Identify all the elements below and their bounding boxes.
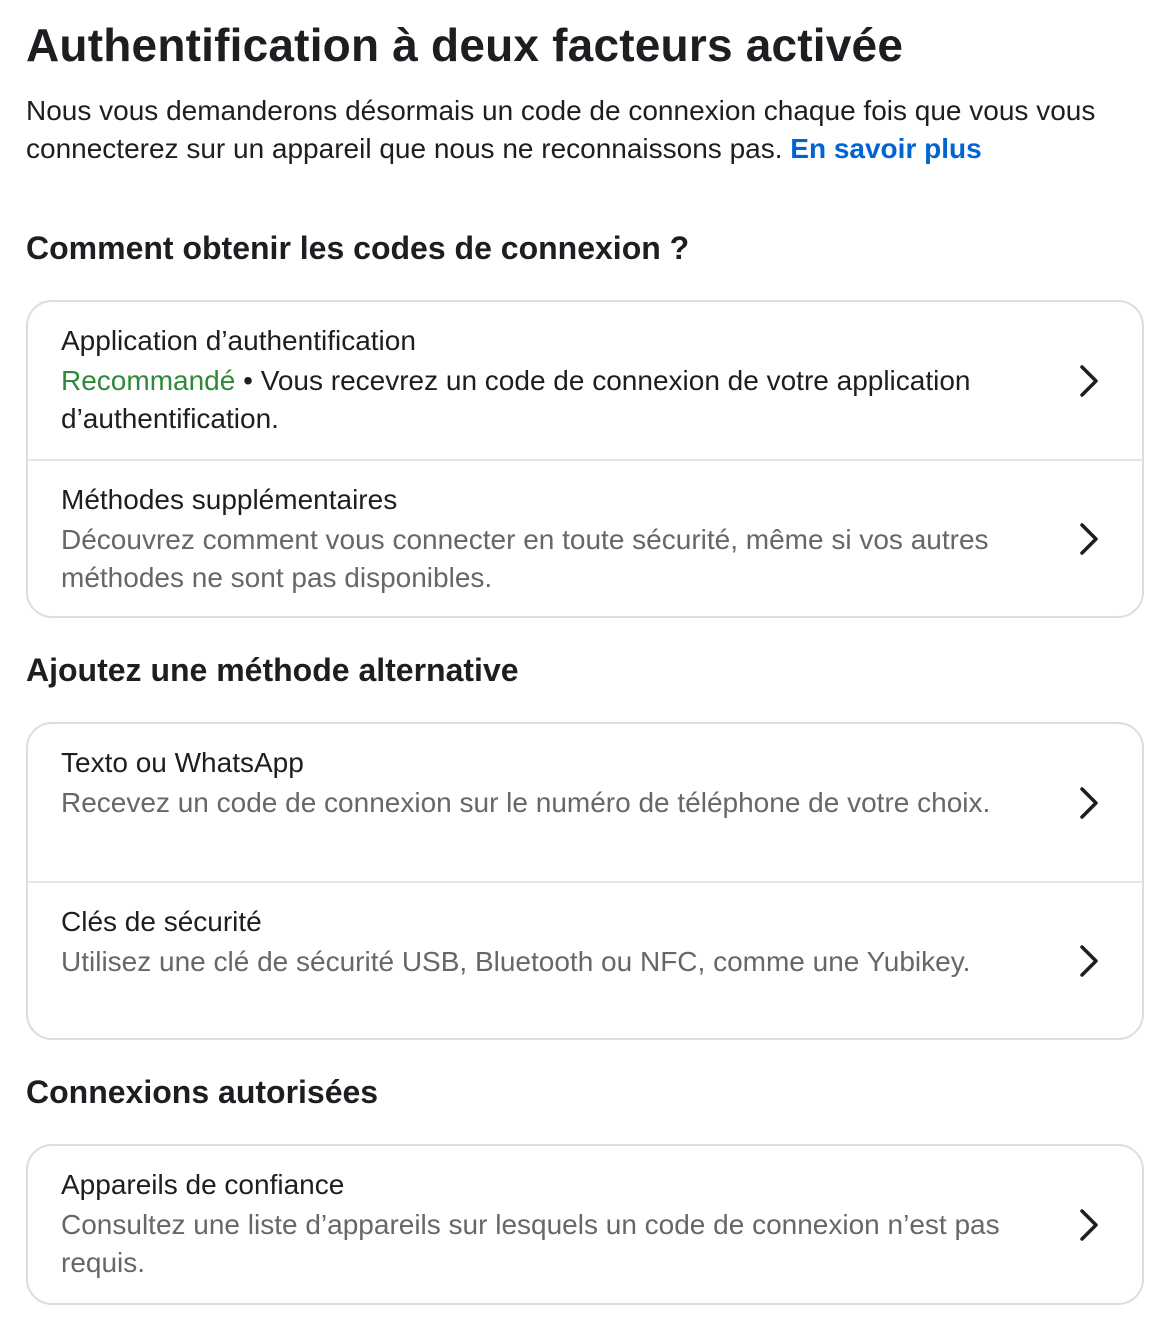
option-description: Utilisez une clé de sécurité USB, Bluetooth ou NFC, comme une Yubikey. xyxy=(61,946,971,977)
option-title: Texto ou WhatsApp xyxy=(61,747,304,778)
chevron-right-icon xyxy=(1072,519,1104,559)
option-authenticator-app[interactable] xyxy=(28,302,1142,459)
learn-more-link[interactable]: En savoir plus xyxy=(790,133,982,164)
recommended-badge: Recommandé xyxy=(61,365,236,396)
option-description xyxy=(61,362,1032,438)
chevron-right-icon xyxy=(1072,783,1104,823)
chevron-right-icon xyxy=(1072,1205,1104,1245)
authorized-logins-card xyxy=(26,1144,1144,1305)
option-additional-methods[interactable] xyxy=(28,459,1142,616)
chevron-right-icon xyxy=(1072,361,1104,401)
page-title: Authentification à deux facteurs activée xyxy=(26,19,904,71)
option-sms-whatsapp[interactable] xyxy=(28,724,1142,881)
option-security-keys[interactable] xyxy=(28,881,1142,1038)
section-title-alternative-method: Ajoutez une méthode alternative xyxy=(26,652,519,688)
option-description-text: Vous recevrez un code de connexion de votre application d’authentification. xyxy=(61,365,971,434)
intro-text xyxy=(26,92,1116,168)
option-title: Méthodes supplémentaires xyxy=(61,484,398,515)
section-title-authorized-logins: Connexions autorisées xyxy=(26,1074,379,1110)
option-description: Consultez une liste d’appareils sur lesquels un code de connexion n’est pas requis. xyxy=(61,1209,1000,1278)
section-title-login-codes: Comment obtenir les codes de connexion ? xyxy=(26,230,690,266)
option-title: Application d’authentification xyxy=(61,325,416,356)
option-title: Clés de sécurité xyxy=(61,906,262,937)
intro-body: Nous vous demanderons désormais un code de connexion chaque fois que vous vous connecterez sur un appareil que nous ne reconnaissons pas. xyxy=(26,95,1096,164)
login-codes-card xyxy=(26,300,1144,618)
chevron-right-icon xyxy=(1072,941,1104,981)
option-title: Appareils de confiance xyxy=(61,1169,345,1200)
alternative-method-card xyxy=(26,722,1144,1040)
option-trusted-devices[interactable] xyxy=(28,1146,1142,1303)
badge-separator: • xyxy=(235,365,261,396)
option-description: Découvrez comment vous connecter en toute sécurité, même si vos autres méthodes ne sont pas disponibles. xyxy=(61,524,989,593)
option-description: Recevez un code de connexion sur le numéro de téléphone de votre choix. xyxy=(61,787,991,818)
